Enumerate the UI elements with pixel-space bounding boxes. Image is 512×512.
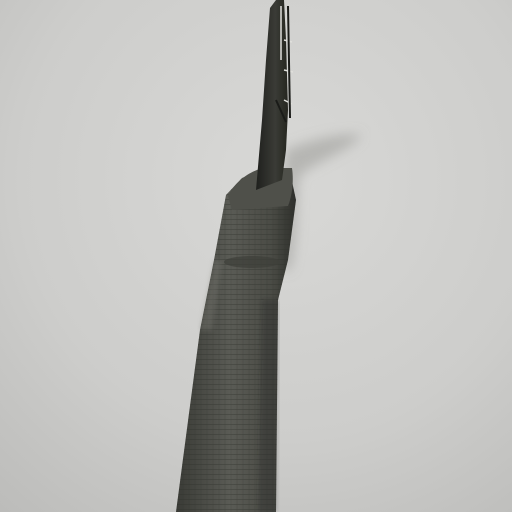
tower-band [224,256,280,268]
